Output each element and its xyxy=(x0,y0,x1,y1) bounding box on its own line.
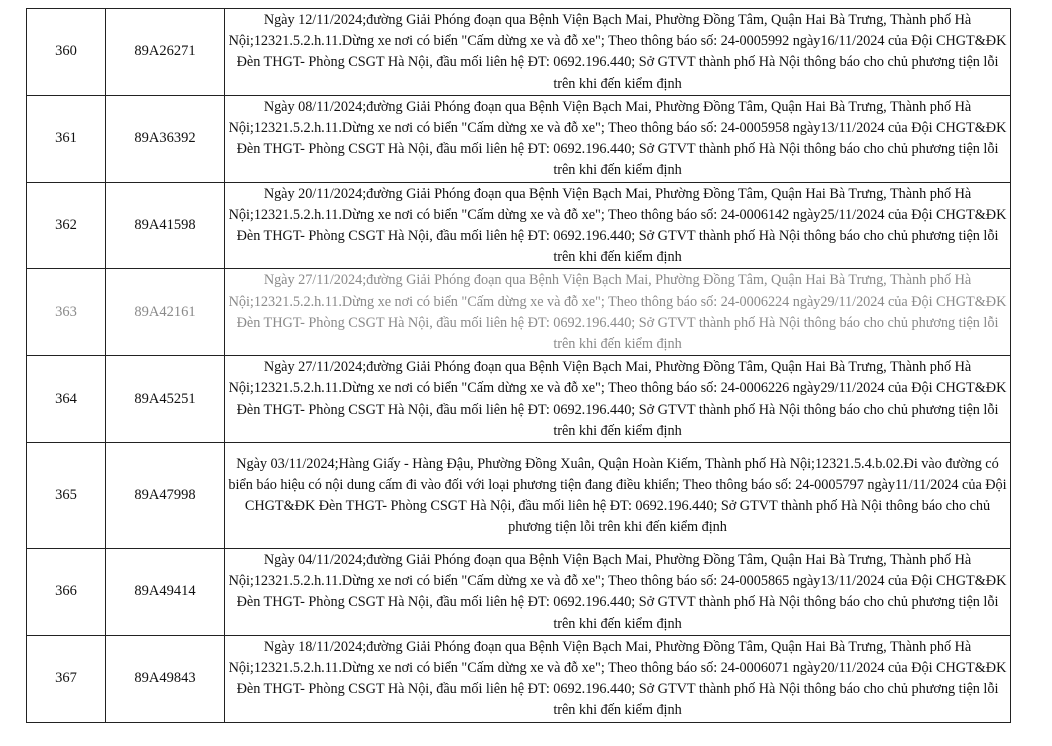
violation-description-cell: Ngày 27/11/2024;đường Giải Phóng đoạn qua Bệnh Viện Bạch Mai, Phường Đồng Tâm, Quận Hai Bà Trưng, Thành phố Hà Nội;12321.5.2.h.11.Dừng xe nơi có biển "Cấm dừng xe và đỗ xe"; Theo thông báo số: 24-0006226 ngày29/11/2024 của Đội CHGT&ĐK Đèn THGT- Phòng CSGT Hà Nội, đầu mối liên hệ ĐT: 0692.196.440; Sở GTVT thành phố Hà Nội thông báo cho chủ phương tiện lỗi trên khi đến kiểm định xyxy=(225,356,1011,443)
license-plate-cell: 89A49414 xyxy=(106,549,225,636)
violations-table xyxy=(26,8,1011,723)
violation-description-cell: Ngày 12/11/2024;đường Giải Phóng đoạn qua Bệnh Viện Bạch Mai, Phường Đồng Tâm, Quận Hai Bà Trưng, Thành phố Hà Nội;12321.5.2.h.11.Dừng xe nơi có biển "Cấm dừng xe và đỗ xe"; Theo thông báo số: 24-0005992 ngày16/11/2024 của Đội CHGT&ĐK Đèn THGT- Phòng CSGT Hà Nội, đầu mối liên hệ ĐT: 0692.196.440; Sở GTVT thành phố Hà Nội thông báo cho chủ phương tiện lỗi trên khi đến kiểm định xyxy=(225,9,1011,96)
table-row xyxy=(27,356,1011,443)
row-number-cell: 363 xyxy=(27,269,106,356)
violation-description-cell: Ngày 03/11/2024;Hàng Giấy - Hàng Đậu, Phường Đồng Xuân, Quận Hoàn Kiếm, Thành phố Hà Nội;12321.5.4.b.02.Đi vào đường có biển báo hiệu có nội dung cấm đi vào đối với loại phương tiện đang điều khiển; Theo thông báo số: 24-0005797 ngày11/11/2024 của Đội CHGT&ĐK Đèn THGT- Phòng CSGT Hà Nội, đầu mối liên hệ ĐT: 0692.196.440; Sở GTVT thành phố Hà Nội thông báo cho chủ phương tiện lỗi trên khi đến kiểm định xyxy=(225,443,1011,549)
table-row xyxy=(27,9,1011,96)
table-row xyxy=(27,182,1011,269)
table-row xyxy=(27,269,1011,356)
row-number-cell: 362 xyxy=(27,182,106,269)
violation-description-cell: Ngày 20/11/2024;đường Giải Phóng đoạn qua Bệnh Viện Bạch Mai, Phường Đồng Tâm, Quận Hai Bà Trưng, Thành phố Hà Nội;12321.5.2.h.11.Dừng xe nơi có biển "Cấm dừng xe và đỗ xe"; Theo thông báo số: 24-0006142 ngày25/11/2024 của Đội CHGT&ĐK Đèn THGT- Phòng CSGT Hà Nội, đầu mối liên hệ ĐT: 0692.196.440; Sở GTVT thành phố Hà Nội thông báo cho chủ phương tiện lỗi trên khi đến kiểm định xyxy=(225,182,1011,269)
license-plate-cell: 89A36392 xyxy=(106,95,225,182)
table-row xyxy=(27,443,1011,549)
license-plate-cell: 89A26271 xyxy=(106,9,225,96)
row-number-cell: 361 xyxy=(27,95,106,182)
table-row xyxy=(27,635,1011,722)
violation-description-cell: Ngày 08/11/2024;đường Giải Phóng đoạn qua Bệnh Viện Bạch Mai, Phường Đồng Tâm, Quận Hai Bà Trưng, Thành phố Hà Nội;12321.5.2.h.11.Dừng xe nơi có biển "Cấm dừng xe và đỗ xe"; Theo thông báo số: 24-0005958 ngày13/11/2024 của Đội CHGT&ĐK Đèn THGT- Phòng CSGT Hà Nội, đầu mối liên hệ ĐT: 0692.196.440; Sở GTVT thành phố Hà Nội thông báo cho chủ phương tiện lỗi trên khi đến kiểm định xyxy=(225,95,1011,182)
row-number-cell: 367 xyxy=(27,635,106,722)
document-page xyxy=(26,8,1007,723)
row-number-cell: 364 xyxy=(27,356,106,443)
violation-description-cell: Ngày 04/11/2024;đường Giải Phóng đoạn qua Bệnh Viện Bạch Mai, Phường Đồng Tâm, Quận Hai Bà Trưng, Thành phố Hà Nội;12321.5.2.h.11.Dừng xe nơi có biển "Cấm dừng xe và đỗ xe"; Theo thông báo số: 24-0005865 ngày13/11/2024 của Đội CHGT&ĐK Đèn THGT- Phòng CSGT Hà Nội, đầu mối liên hệ ĐT: 0692.196.440; Sở GTVT thành phố Hà Nội thông báo cho chủ phương tiện lỗi trên khi đến kiểm định xyxy=(225,549,1011,636)
license-plate-cell: 89A41598 xyxy=(106,182,225,269)
row-number-cell: 360 xyxy=(27,9,106,96)
violations-table-body xyxy=(27,9,1011,723)
license-plate-cell: 89A45251 xyxy=(106,356,225,443)
license-plate-cell: 89A42161 xyxy=(106,269,225,356)
violation-description-cell: Ngày 27/11/2024;đường Giải Phóng đoạn qua Bệnh Viện Bạch Mai, Phường Đồng Tâm, Quận Hai Bà Trưng, Thành phố Hà Nội;12321.5.2.h.11.Dừng xe nơi có biển "Cấm dừng xe và đỗ xe"; Theo thông báo số: 24-0006224 ngày29/11/2024 của Đội CHGT&ĐK Đèn THGT- Phòng CSGT Hà Nội, đầu mối liên hệ ĐT: 0692.196.440; Sở GTVT thành phố Hà Nội thông báo cho chủ phương tiện lỗi trên khi đến kiểm định xyxy=(225,269,1011,356)
table-row xyxy=(27,95,1011,182)
table-row xyxy=(27,549,1011,636)
row-number-cell: 365 xyxy=(27,443,106,549)
license-plate-cell: 89A49843 xyxy=(106,635,225,722)
violation-description-cell: Ngày 18/11/2024;đường Giải Phóng đoạn qua Bệnh Viện Bạch Mai, Phường Đồng Tâm, Quận Hai Bà Trưng, Thành phố Hà Nội;12321.5.2.h.11.Dừng xe nơi có biển "Cấm dừng xe và đỗ xe"; Theo thông báo số: 24-0006071 ngày20/11/2024 của Đội CHGT&ĐK Đèn THGT- Phòng CSGT Hà Nội, đầu mối liên hệ ĐT: 0692.196.440; Sở GTVT thành phố Hà Nội thông báo cho chủ phương tiện lỗi trên khi đến kiểm định xyxy=(225,635,1011,722)
row-number-cell: 366 xyxy=(27,549,106,636)
license-plate-cell: 89A47998 xyxy=(106,443,225,549)
